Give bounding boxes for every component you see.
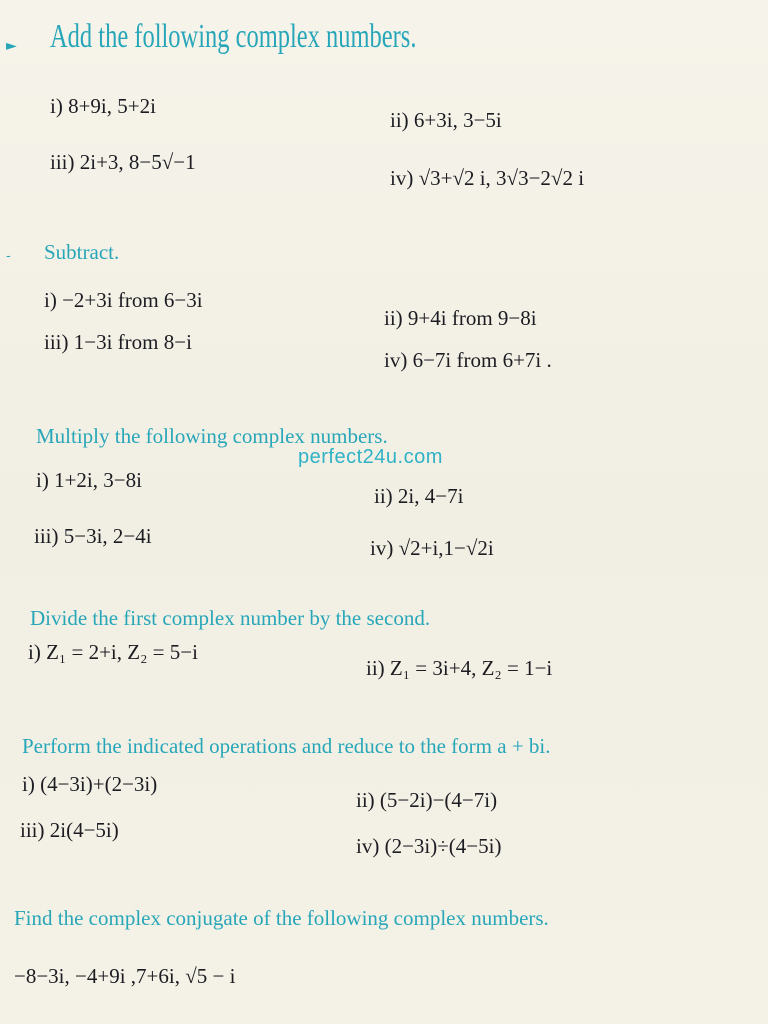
conjugate-heading: Find the complex conjugate of the following complex numbers. [14, 906, 549, 930]
perform-item-3: iii) 2i(4−5i) [20, 818, 119, 842]
section-arrow-icon: ► [6, 38, 17, 54]
watermark: perfect24u.com [298, 446, 443, 468]
multiply-item-2: ii) 2i, 4−7i [374, 484, 464, 508]
divide-heading: Divide the first complex number by the second. [30, 606, 431, 630]
conjugate-item-1: −8−3i, −4+9i ,7+6i, √5 − i [14, 964, 236, 988]
add-item-1: i) 8+9i, 5+2i [50, 94, 156, 118]
multiply-item-3: iii) 5−3i, 2−4i [34, 524, 152, 548]
add-heading: Add the following complex numbers. [50, 18, 417, 55]
subtract-heading: Subtract. [44, 240, 120, 264]
perform-item-4: iv) (2−3i)÷(4−5i) [356, 834, 502, 858]
add-item-4: iv) √3+√2 i, 3√3−2√2 i [390, 166, 585, 190]
subtract-item-2: ii) 9+4i from 9−8i [384, 306, 537, 330]
divide-item-1: i) Z₁ = 2+i, Z₂ = 5−i [28, 640, 198, 664]
divide-item-2: ii) Z₁ = 3i+4, Z₂ = 1−i [366, 656, 553, 680]
add-item-2: ii) 6+3i, 3−5i [390, 108, 502, 132]
subtract-item-3: iii) 1−3i from 8−i [44, 330, 192, 354]
multiply-heading: Multiply the following complex numbers. [36, 424, 388, 448]
perform-item-1: i) (4−3i)+(2−3i) [22, 772, 158, 796]
perform-heading: Perform the indicated operations and reduce to the form a + bi. [22, 734, 551, 758]
multiply-item-1: i) 1+2i, 3−8i [36, 468, 142, 492]
add-item-3: iii) 2i+3, 8−5√−1 [50, 150, 196, 174]
multiply-item-4: iv) √2+i,1−√2i [370, 536, 494, 560]
subtract-item-4: iv) 6−7i from 6+7i . [384, 348, 552, 372]
perform-item-2: ii) (5−2i)−(4−7i) [356, 788, 498, 812]
subtract-item-1: i) −2+3i from 6−3i [44, 288, 203, 312]
section-arrow-icon: - [6, 248, 11, 264]
